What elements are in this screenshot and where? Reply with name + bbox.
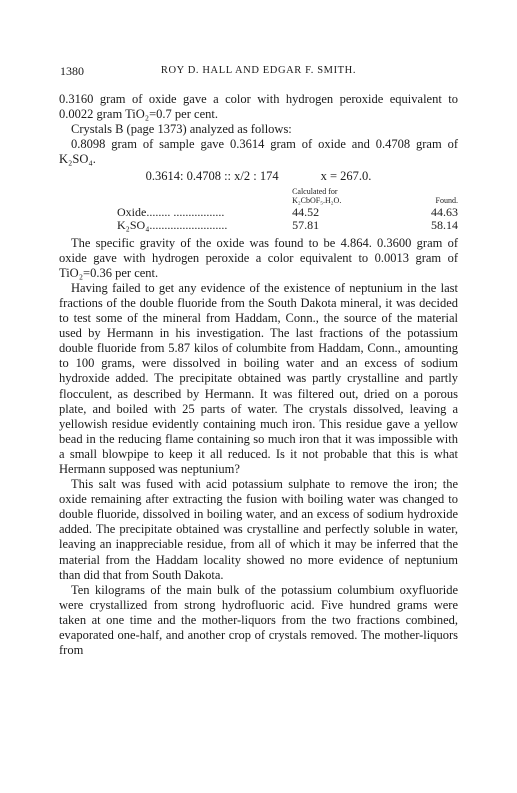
article-body <box>59 92 458 658</box>
found-header: Found. <box>435 195 458 205</box>
row-label: K₂SO₄.......................... <box>117 217 228 232</box>
row-calculated: 44.52 <box>292 204 320 219</box>
equation-left: 0.3614: 0.4708 :: x/2 : 174 <box>145 169 279 184</box>
paragraph-specific-gravity: The specific gravity of the oxide was found to be 4.864. 0.3600 gram of oxide gave with hydrogen peroxide a color equivalent to 0.0013 gram of TiO₂=0.36 per cent. <box>59 235 458 280</box>
row-found: 58.14 <box>431 217 458 232</box>
row-calculated: 57.81 <box>292 217 320 232</box>
page-header <box>60 64 457 80</box>
paragraph-oxide-color-1: 0.3160 gram of oxide gave a color with hydrogen peroxide equivalent to 0.0022 gram TiO₂=0.7 per cent. <box>59 92 458 122</box>
paragraph-haddam-test: Having failed to get any evidence of the existence of neptunium in the last fractions of the double fluoride from the South Dakota mineral, it was decided to test some of the mineral from Haddam, Conn., the source of the material used by Hermann in his investigation. The last fractions of the potassium double fluoride from 5.87 kilos of columbite from Haddam, Conn., amounting to 100 grams, were dissolved in boiling water and an excess of sodium hydroxide added. The precipitate obtained was partly crystalline and partly flocculent, as described by Hermann. It was filtered out, dried on a porous plate, and boiled with 25 parts of water. The crystals dissolved, leaving a yellowish residue evidently containing much iron. This residue gave a yellow bead in the reducing flame containing so much iron that it was impossible with a small blowpipe to keep it all reduced. Is it not probable that this is what Hermann supposed was neptunium? <box>59 280 458 476</box>
paragraph-crystals-b: Crystals B (page 1373) analyzed as follows: <box>71 122 292 137</box>
row-label: Oxide........ ................. <box>117 204 225 219</box>
row-found: 44.63 <box>431 204 458 219</box>
paragraph-fusion: This salt was fused with acid potassium sulphate to remove the iron; the oxide remaining after extracting the fusion with boiling water was changed to double fluoride, dissolved in boiling water, and an excess of sodium hydroxide added. The precipitate obtained was crystalline and perfectly soluble in water, leaving an inappreciable residue, from all of which it may be inferred that the material from the Haddam locality showed no more evidence of neptunium than did that from South Dakota. <box>59 477 458 582</box>
paragraph-crystallization: Ten kilograms of the main bulk of the potassium columbium oxyfluoride were crystallized from strong hydrofluoric acid. Five hundred grams were taken at one time and the mother-liquors from the two fractions combined, evaporated one-half, and another crop of crystals removed. The mother-liquors from <box>59 582 458 658</box>
ratio-equation <box>59 169 458 184</box>
calculated-header-formula: K₂CbOF₅.H₂O. <box>292 195 342 205</box>
running-head: ROY D. HALL AND EDGAR F. SMITH. <box>160 65 357 76</box>
page-number: 1380 <box>60 64 84 78</box>
paragraph-sample-weights: 0.8098 gram of sample gave 0.3614 gram of oxide and 0.4708 gram of K₂SO₄. <box>59 137 458 167</box>
calculated-header-line1: Calculated for <box>292 186 338 196</box>
calculated-header <box>292 187 409 206</box>
table-row <box>117 219 458 232</box>
analysis-table <box>117 187 458 232</box>
table-row <box>117 206 458 219</box>
equation-right: x = 267.0. <box>320 169 372 184</box>
